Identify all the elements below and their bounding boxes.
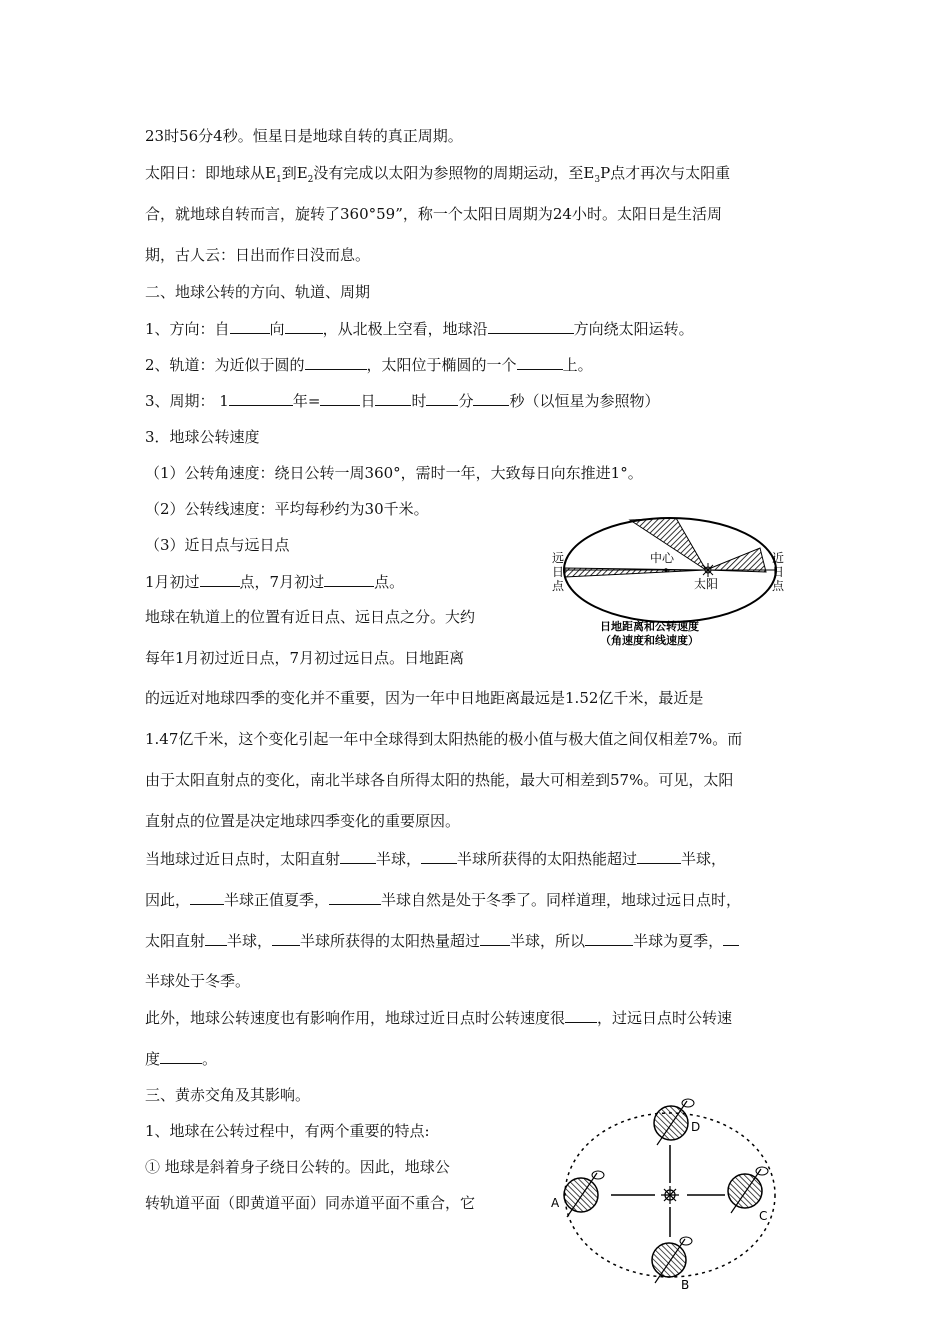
label-B: B <box>681 1278 690 1292</box>
subscript: 1 <box>275 175 282 185</box>
text: 半球为夏季， <box>633 932 724 950</box>
text: 日 <box>360 392 376 410</box>
text: 半球，所以 <box>510 932 586 950</box>
section-heading-2: 二、地球公转的方向、轨道、周期 <box>145 283 371 301</box>
blank[interactable] <box>160 1048 202 1064</box>
text: 到E <box>281 164 308 182</box>
text-line: 每年1月初过近日点，7月初过远日点。日地距离 <box>145 649 465 667</box>
text-line: 地球在轨道上的位置有近日点、远日点之分。大约 <box>145 608 476 626</box>
text: 因此， <box>145 891 191 909</box>
label-D: D <box>691 1120 701 1134</box>
blank[interactable] <box>205 930 227 946</box>
subscript: 3 <box>594 175 601 185</box>
blank[interactable] <box>426 390 458 406</box>
text: 方向绕太阳运转。 <box>573 320 694 338</box>
text: 半球， <box>681 850 727 868</box>
question-perihelion <box>145 571 404 592</box>
blank[interactable] <box>285 318 323 334</box>
far-label-1: 远 <box>552 551 565 565</box>
sector-far-sun <box>565 568 706 577</box>
sun-label: 太阳 <box>694 577 719 591</box>
far-label-3: 点 <box>552 579 565 593</box>
text-line: 1、地球在公转过程中，有两个重要的特点: <box>145 1122 430 1140</box>
speed-3: （3）近日点与远日点 <box>145 536 290 554</box>
question-period <box>145 390 660 411</box>
text: 1、方向：自 <box>145 320 230 338</box>
blank[interactable] <box>230 318 270 334</box>
text: 半球， <box>227 932 273 950</box>
text: 。 <box>202 1050 218 1068</box>
text: 年= <box>292 392 321 410</box>
speed-1: （1）公转角速度：绕日公转一周360°，需时一年，大致每日向东推进1°。 <box>145 464 643 482</box>
text: 1月初过 <box>145 573 200 591</box>
text: 太阳直射 <box>145 932 206 950</box>
text-line: 由于太阳直射点的变化，南北半球各自所得太阳的热能，最大可相差到57%。可见，太阳 <box>145 771 734 789</box>
blank[interactable] <box>324 571 374 587</box>
blank[interactable] <box>723 930 739 946</box>
text: 2、轨道：为近似于圆的 <box>145 356 305 374</box>
caption-line-2: （角速度和线速度） <box>600 634 699 647</box>
orbit-ellipse-diagram <box>548 510 793 655</box>
near-label-3: 点 <box>772 579 785 593</box>
blank[interactable] <box>200 571 240 587</box>
line-4: 期，古人云：日出而作日没而息。 <box>145 246 371 264</box>
text: 点。 <box>374 573 405 591</box>
blank[interactable] <box>565 1007 597 1023</box>
blank-line-3 <box>145 930 739 951</box>
blank[interactable] <box>480 930 510 946</box>
sun-icon <box>661 1186 679 1204</box>
near-label-1: 近 <box>772 551 785 565</box>
blank[interactable] <box>488 318 574 334</box>
line-1: 23时56分4秒。恒星日是地球自转的真正周期。 <box>145 127 463 145</box>
label-A: A <box>551 1196 560 1210</box>
text: 向 <box>269 320 285 338</box>
near-label-2: 日 <box>772 565 785 579</box>
text: ，太阳位于椭圆的一个 <box>366 356 517 374</box>
blank[interactable] <box>340 848 376 864</box>
earth-C <box>728 1167 768 1213</box>
line-3: 合，就地球自转而言，旋转了360°59”，称一个太阳日周期为24小时。太阳日是生活周 <box>145 205 722 223</box>
speed-effect-line <box>145 1007 732 1028</box>
text-line: 直射点的位置是决定地球四季变化的重要原因。 <box>145 812 461 830</box>
blank[interactable] <box>320 390 360 406</box>
text: ，过远日点时公转速 <box>597 1009 733 1027</box>
sector-near-sun <box>706 548 766 572</box>
earth-B <box>652 1237 692 1283</box>
blank[interactable] <box>375 390 411 406</box>
text: 此外，地球公转速度也有影响作用，地球过近日点时公转速度很 <box>145 1009 566 1027</box>
text: 时 <box>411 392 427 410</box>
text: 3、周期： 1 <box>145 392 229 410</box>
center-label: 中心 <box>650 551 675 565</box>
blank[interactable] <box>272 930 300 946</box>
earth-D <box>654 1099 694 1145</box>
blank[interactable] <box>473 390 509 406</box>
blank-line-4: 半球处于冬季。 <box>145 972 251 990</box>
blank[interactable] <box>637 848 681 864</box>
text: 没有完成以太阳为参照物的周期运动，至E <box>313 164 595 182</box>
subheading-speed: 3．地球公转速度 <box>145 428 260 446</box>
text-line: 的远近对地球四季的变化并不重要，因为一年中日地距离最远是1.52亿千米，最近是 <box>145 689 704 707</box>
text: 半球所获得的太阳热量超过 <box>300 932 481 950</box>
far-label-2: 日 <box>552 565 565 579</box>
blank[interactable] <box>190 889 224 905</box>
text: 上。 <box>562 356 593 374</box>
text: 分 <box>458 392 474 410</box>
earth-positions-diagram <box>545 1095 795 1295</box>
earth-A <box>564 1171 604 1217</box>
blank[interactable] <box>329 889 381 905</box>
text: 半球， <box>376 850 422 868</box>
blank[interactable] <box>585 930 633 946</box>
text: ，从北极上空看，地球沿 <box>322 320 488 338</box>
text-line: ① 地球是斜着身子绕日公转的。因此，地球公 <box>145 1158 450 1176</box>
text: 半球自然是处于冬季了。同样道理，地球过远日点时， <box>381 891 742 909</box>
text-line: 转轨道平面（即黄道平面）同赤道平面不重合，它 <box>145 1194 476 1212</box>
text: 秒（以恒星为参照物） <box>509 392 660 410</box>
text: 半球所获得的太阳热能超过 <box>457 850 638 868</box>
question-direction <box>145 318 694 339</box>
text: P点才再次与太阳重 <box>600 164 731 182</box>
blank[interactable] <box>421 848 457 864</box>
text: 度 <box>145 1050 161 1068</box>
text: 点，7月初过 <box>239 573 325 591</box>
center-dot <box>664 568 668 572</box>
blank[interactable] <box>517 354 563 370</box>
blank-line-1 <box>145 848 726 869</box>
sun-icon <box>701 563 715 577</box>
caption-line-1: 日地距离和公转速度 <box>600 620 699 633</box>
section-heading-3: 三、黄赤交角及其影响。 <box>145 1086 311 1104</box>
speed-effect-line-2 <box>145 1048 217 1069</box>
text: 太阳日：即地球从E <box>145 164 276 182</box>
blank[interactable] <box>229 390 293 406</box>
question-orbit <box>145 354 593 375</box>
solar-day-line <box>145 163 730 190</box>
text: 当地球过近日点时，太阳直射 <box>145 850 341 868</box>
blank-line-2 <box>145 889 741 910</box>
label-C: C <box>759 1209 768 1223</box>
speed-2: （2）公转线速度：平均每秒约为30千米。 <box>145 500 429 518</box>
subscript: 2 <box>307 175 314 185</box>
text-line: 1.47亿千米，这个变化引起一年中全球得到太阳热能的极小值与极大值之间仅相差7%。而 <box>145 730 743 748</box>
text: 半球正值夏季， <box>224 891 330 909</box>
blank[interactable] <box>305 354 367 370</box>
